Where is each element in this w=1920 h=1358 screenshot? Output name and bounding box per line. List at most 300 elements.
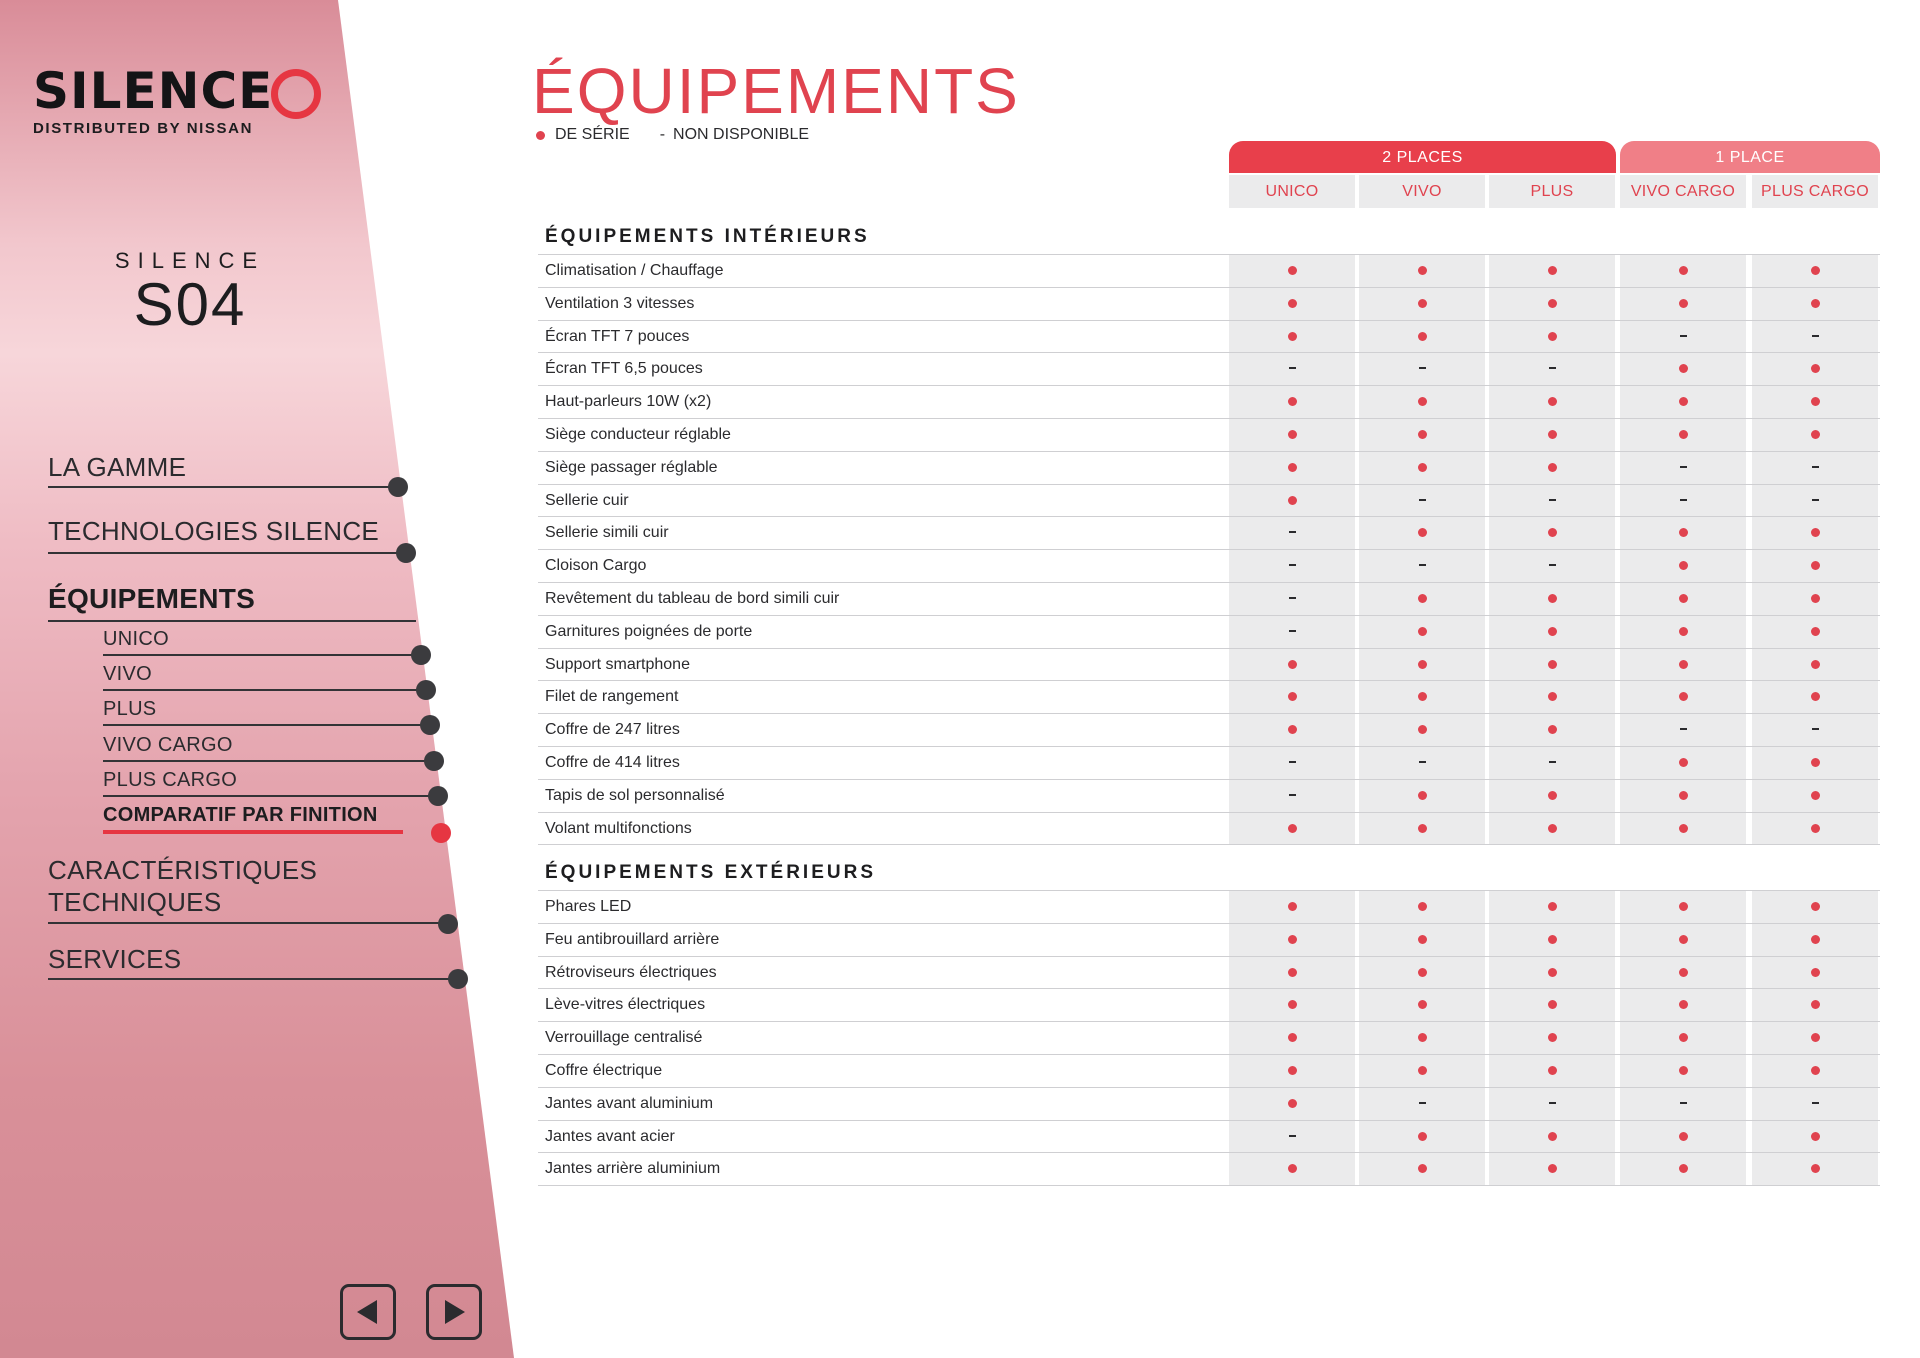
table-cell	[1620, 287, 1746, 319]
row-label: Jantes avant aluminium	[545, 1094, 714, 1112]
standard-dot-icon	[1811, 430, 1820, 439]
table-cell	[1359, 746, 1485, 778]
table-cell	[1489, 287, 1615, 319]
standard-dot-icon	[1679, 1164, 1688, 1173]
table-cell	[1620, 418, 1746, 450]
table-cell	[1752, 890, 1878, 922]
standard-dot-icon	[1418, 660, 1427, 669]
model-brand: SILENCE	[114, 248, 266, 273]
table-cell	[1229, 451, 1355, 483]
table-cell	[1752, 451, 1878, 483]
table-cell	[1489, 320, 1615, 352]
standard-dot-icon	[1288, 902, 1297, 911]
standard-dot-icon	[1288, 430, 1297, 439]
standard-dot-icon	[1679, 935, 1688, 944]
row-label: Cloison Cargo	[545, 557, 647, 575]
standard-dot-icon	[1288, 463, 1297, 472]
unavailable-dash-icon	[1419, 564, 1426, 566]
legend-standard	[536, 126, 630, 144]
row-label: Climatisation / Chauffage	[545, 262, 724, 279]
table-cell	[1229, 988, 1355, 1020]
standard-dot-icon	[1679, 397, 1688, 406]
unavailable-dash-icon	[1289, 564, 1296, 566]
standard-dot-icon	[1288, 1000, 1297, 1009]
table-cell	[1229, 923, 1355, 955]
table-cell	[1489, 516, 1615, 548]
standard-dot-icon	[1548, 397, 1557, 406]
table-cell	[1229, 385, 1355, 417]
table-cell	[1620, 254, 1746, 286]
standard-dot-icon	[1548, 627, 1557, 636]
table-cell	[1620, 680, 1746, 712]
model-badge	[100, 248, 280, 336]
table-cell	[1620, 1054, 1746, 1086]
table-cell	[1489, 549, 1615, 581]
table-cell	[1229, 1054, 1355, 1086]
row-label: Sellerie cuir	[545, 491, 629, 509]
standard-dot-icon	[1811, 266, 1820, 275]
unavailable-dash-icon	[1289, 794, 1296, 796]
table-cell	[1489, 582, 1615, 614]
table-cell	[1620, 779, 1746, 811]
nav-underline	[103, 760, 433, 762]
standard-dot-icon	[1679, 692, 1688, 701]
table-cell	[1229, 812, 1355, 844]
legend-unavailable	[660, 126, 809, 144]
standard-dot-icon	[1811, 758, 1820, 767]
table-cell	[1489, 988, 1615, 1020]
standard-dot-icon	[1288, 692, 1297, 701]
table-cell	[1489, 1021, 1615, 1053]
row-label: Volant multifonctions	[545, 819, 692, 837]
standard-dot-icon	[1418, 725, 1427, 734]
row-label: Verrouillage centralisé	[545, 1029, 703, 1047]
standard-dot-icon	[1811, 1000, 1820, 1009]
nav-item-caracteristiques[interactable]	[48, 854, 388, 918]
standard-dot-icon	[1288, 968, 1297, 977]
nav-dot-icon	[388, 477, 408, 497]
row-label: Revêtement du tableau de bord simili cuir	[545, 590, 840, 607]
table-cell	[1752, 923, 1878, 955]
table-cell	[1489, 352, 1615, 384]
table-cell	[1620, 615, 1746, 647]
table-cell	[1620, 988, 1746, 1020]
table-cell	[1489, 923, 1615, 955]
next-page-button[interactable]	[426, 1284, 482, 1340]
standard-dot-icon	[1418, 1066, 1427, 1075]
unavailable-dash-icon	[1289, 630, 1296, 632]
table-cell	[1620, 1087, 1746, 1119]
table-cell	[1620, 1021, 1746, 1053]
table-cell	[1489, 779, 1615, 811]
standard-dot-icon	[1288, 1033, 1297, 1042]
nav-dot-icon	[438, 914, 458, 934]
nav-dot-icon	[428, 786, 448, 806]
section-title: ÉQUIPEMENTS EXTÉRIEURS	[545, 862, 876, 883]
standard-dot-icon	[1679, 824, 1688, 833]
table-cell	[1359, 956, 1485, 988]
standard-dot-icon	[1548, 1000, 1557, 1009]
table-cell	[1620, 484, 1746, 516]
nav-dot-icon	[396, 543, 416, 563]
standard-dot-icon	[1418, 935, 1427, 944]
standard-dot-icon	[1811, 935, 1820, 944]
standard-dot-icon	[1418, 332, 1427, 341]
table-cell	[1359, 451, 1485, 483]
legend-standard-label: DE SÉRIE	[555, 126, 630, 143]
table-cell	[1229, 890, 1355, 922]
table-cell	[1620, 713, 1746, 745]
standard-dot-icon	[1679, 1132, 1688, 1141]
page-title: ÉQUIPEMENTS	[532, 55, 1020, 127]
standard-dot-icon	[1679, 1000, 1688, 1009]
row-label: Phares LED	[545, 898, 632, 915]
standard-dot-icon	[1548, 660, 1557, 669]
standard-dot-icon	[1548, 791, 1557, 800]
table-cell	[1359, 1120, 1485, 1152]
table-cell	[1620, 1120, 1746, 1152]
row-label: Ventilation 3 vitesses	[545, 294, 695, 312]
standard-dot-icon	[1679, 299, 1688, 308]
row-label: Filet de rangement	[545, 688, 679, 706]
nav-item-label: LA GAMME	[48, 452, 187, 482]
standard-dot-icon	[1679, 791, 1688, 800]
nav-dot-icon	[448, 969, 468, 989]
standard-dot-icon	[1679, 758, 1688, 767]
table-cell	[1752, 549, 1878, 581]
nav-sub-label: UNICO	[103, 628, 169, 650]
row-label: Siège conducteur réglable	[545, 426, 731, 443]
standard-dot-icon	[1418, 902, 1427, 911]
standard-dot-icon	[1418, 824, 1427, 833]
table-cell	[1229, 582, 1355, 614]
row-label: Jantes arrière aluminium	[545, 1160, 721, 1178]
group-header-2-places: 2 PLACES	[1229, 141, 1616, 173]
unavailable-dash-icon	[1419, 367, 1426, 369]
table-cell	[1489, 680, 1615, 712]
row-label: Garnitures poignées de porte	[545, 622, 753, 640]
table-cell	[1359, 352, 1485, 384]
nav-underline	[48, 486, 396, 488]
row-label: Support smartphone	[545, 655, 690, 673]
table-cell	[1359, 615, 1485, 647]
table-cell	[1489, 713, 1615, 745]
unavailable-dash-icon	[1549, 564, 1556, 566]
table-cell	[1229, 418, 1355, 450]
nav-item-label: SERVICES	[48, 944, 182, 974]
unavailable-dash-icon	[1289, 367, 1296, 369]
table-cell	[1489, 890, 1615, 922]
standard-dot-icon	[1418, 627, 1427, 636]
column-header-vivo-cargo: VIVO CARGO	[1620, 175, 1746, 208]
standard-dot-icon	[1288, 1066, 1297, 1075]
nav-dot-icon	[420, 715, 440, 735]
standard-dot-icon	[1811, 824, 1820, 833]
standard-dot-icon	[1418, 528, 1427, 537]
standard-dot-icon	[1548, 266, 1557, 275]
table-cell	[1229, 287, 1355, 319]
standard-dot-icon	[1288, 824, 1297, 833]
table-cell	[1229, 254, 1355, 286]
standard-dot-icon	[1679, 1066, 1688, 1075]
unavailable-dash-icon	[1289, 761, 1296, 763]
unavailable-dash-icon	[1289, 597, 1296, 599]
nav-sub-label: PLUS CARGO	[103, 769, 238, 791]
table-cell	[1752, 1152, 1878, 1184]
standard-dot-icon	[1548, 332, 1557, 341]
standard-dot-icon	[1811, 299, 1820, 308]
standard-dot-icon	[1548, 725, 1557, 734]
nav-sub-label: COMPARATIF PAR FINITION	[103, 804, 378, 826]
table-cell	[1752, 648, 1878, 680]
standard-dot-icon	[1811, 1066, 1820, 1075]
section-title: ÉQUIPEMENTS INTÉRIEURS	[545, 226, 870, 247]
standard-dot-icon	[1811, 528, 1820, 537]
table-cell	[1489, 1120, 1615, 1152]
unavailable-dash-icon	[1680, 335, 1687, 337]
table-cell	[1752, 254, 1878, 286]
nav-underline	[103, 795, 437, 797]
row-label: Siège passager réglable	[545, 458, 718, 476]
table-cell	[1752, 615, 1878, 647]
standard-dot-icon	[1418, 594, 1427, 603]
standard-dot-icon	[1288, 1099, 1297, 1108]
table-cell	[1620, 1152, 1746, 1184]
table-cell	[1752, 484, 1878, 516]
standard-dot-icon	[1548, 299, 1557, 308]
legend	[536, 126, 839, 144]
table-cell	[1229, 484, 1355, 516]
table-cell	[1359, 1021, 1485, 1053]
table-cell	[1752, 713, 1878, 745]
table-cell	[1620, 385, 1746, 417]
standard-dot-icon	[1811, 902, 1820, 911]
table-cell	[1752, 385, 1878, 417]
nav-item-technologies[interactable]	[48, 516, 379, 546]
table-cell	[1229, 352, 1355, 384]
standard-dot-icon	[1679, 561, 1688, 570]
nav-sub-vivo[interactable]	[103, 662, 152, 686]
standard-dot-icon	[1811, 1164, 1820, 1173]
table-cell	[1620, 549, 1746, 581]
table-cell	[1359, 1087, 1485, 1119]
table-cell	[1620, 320, 1746, 352]
table-cell	[1359, 418, 1485, 450]
table-cell	[1620, 923, 1746, 955]
unavailable-dash-icon	[1549, 499, 1556, 501]
unavailable-dash-icon	[1812, 499, 1819, 501]
standard-dot-icon	[1288, 660, 1297, 669]
nav-sub-vivo-cargo[interactable]	[103, 733, 233, 757]
table-cell	[1359, 713, 1485, 745]
standard-dot-icon	[1811, 1132, 1820, 1141]
table-cell	[1620, 648, 1746, 680]
nav-dot-active-icon	[431, 823, 451, 843]
table-cell	[1489, 1152, 1615, 1184]
table-cell	[1229, 549, 1355, 581]
standard-dot-icon	[1288, 266, 1297, 275]
table-cell	[1229, 516, 1355, 548]
table-cell	[1752, 320, 1878, 352]
table-cell	[1489, 812, 1615, 844]
table-cell	[1489, 418, 1615, 450]
nav-sub-label: PLUS	[103, 698, 157, 720]
nav-underline	[103, 689, 425, 691]
table-cell	[1752, 1054, 1878, 1086]
table-cell	[1620, 352, 1746, 384]
standard-dot-icon	[1679, 902, 1688, 911]
table-cell	[1359, 988, 1485, 1020]
standard-dot-icon	[1811, 364, 1820, 373]
table-cell	[1620, 812, 1746, 844]
unavailable-dash-icon	[1812, 466, 1819, 468]
group-header-1-place: 1 PLACE	[1620, 141, 1880, 173]
dash-icon: -	[659, 126, 666, 143]
nav-sub-plus-cargo[interactable]	[103, 768, 237, 792]
standard-dot-icon	[1288, 725, 1297, 734]
table-cell	[1359, 484, 1485, 516]
standard-dot-icon	[1548, 430, 1557, 439]
unavailable-dash-icon	[1419, 761, 1426, 763]
table-cell	[1489, 956, 1615, 988]
standard-dot-icon	[1548, 1164, 1557, 1173]
table-cell	[1359, 582, 1485, 614]
table-cell	[1620, 890, 1746, 922]
logo-ring-icon	[271, 69, 321, 119]
row-label: Tapis de sol personnalisé	[545, 786, 725, 804]
nav-item-services[interactable]	[48, 944, 181, 974]
table-cell	[1752, 352, 1878, 384]
standard-dot-icon	[1418, 692, 1427, 701]
table-cell	[1359, 680, 1485, 712]
table-cell	[1359, 812, 1485, 844]
table-cell	[1229, 1120, 1355, 1152]
row-label: Sellerie simili cuir	[545, 524, 669, 542]
standard-dot-icon	[1811, 1033, 1820, 1042]
column-header-vivo: VIVO	[1359, 175, 1485, 208]
nav-item-equipements[interactable]	[48, 584, 255, 614]
row-label: Lève-vitres électriques	[545, 996, 706, 1014]
nav-sub-label: VIVO CARGO	[103, 734, 233, 756]
table-cell	[1752, 680, 1878, 712]
standard-dot-icon	[1288, 496, 1297, 505]
standard-dot-icon	[1288, 1164, 1297, 1173]
table-cell	[1229, 713, 1355, 745]
table-cell	[1359, 648, 1485, 680]
standard-dot-icon	[1679, 364, 1688, 373]
column-header-unico: UNICO	[1229, 175, 1355, 208]
table-cell	[1359, 779, 1485, 811]
unavailable-dash-icon	[1680, 466, 1687, 468]
table-cell	[1359, 1152, 1485, 1184]
standard-dot-icon	[1679, 430, 1688, 439]
standard-dot-icon	[1811, 692, 1820, 701]
nav-sub-plus[interactable]	[103, 697, 156, 721]
table-cell	[1359, 1054, 1485, 1086]
standard-dot-icon	[1548, 968, 1557, 977]
row-label: Rétroviseurs électriques	[545, 963, 717, 981]
table-cell	[1620, 516, 1746, 548]
table-cell	[1489, 385, 1615, 417]
previous-page-button[interactable]	[340, 1284, 396, 1340]
legend-unavailable-label: NON DISPONIBLE	[673, 126, 810, 143]
nav-sub-unico[interactable]	[103, 627, 169, 651]
table-cell	[1359, 287, 1485, 319]
unavailable-dash-icon	[1812, 335, 1819, 337]
table-cell	[1752, 582, 1878, 614]
logo-subtitle: DISTRIBUTED BY NISSAN	[33, 120, 254, 137]
table-cell	[1229, 680, 1355, 712]
triangle-left-icon	[353, 1297, 383, 1327]
nav-dot-icon	[411, 645, 431, 665]
standard-dot-icon	[1288, 397, 1297, 406]
standard-dot-icon	[1418, 299, 1427, 308]
standard-dot-icon	[1418, 1164, 1427, 1173]
row-divider	[538, 844, 1880, 845]
table-cell	[1620, 956, 1746, 988]
table-cell	[1752, 287, 1878, 319]
nav-dot-icon	[424, 751, 444, 771]
table-cell	[1752, 516, 1878, 548]
unavailable-dash-icon	[1680, 499, 1687, 501]
standard-dot-icon	[1418, 430, 1427, 439]
table-cell	[1752, 779, 1878, 811]
nav-item-label: ÉQUIPEMENTS	[48, 583, 256, 614]
table-cell	[1752, 812, 1878, 844]
unavailable-dash-icon	[1680, 1102, 1687, 1104]
standard-dot-icon	[1418, 463, 1427, 472]
nav-item-label: TECHNOLOGIES SILENCE	[48, 516, 380, 546]
table-cell	[1359, 890, 1485, 922]
row-label: Feu antibrouillard arrière	[545, 930, 720, 948]
table-cell	[1489, 451, 1615, 483]
sidebar-background	[0, 0, 520, 1358]
nav-underline	[48, 922, 444, 924]
standard-dot-icon	[1811, 594, 1820, 603]
unavailable-dash-icon	[1680, 728, 1687, 730]
standard-dot-icon	[1679, 528, 1688, 537]
silence-logo	[33, 62, 333, 142]
table-cell	[1489, 1087, 1615, 1119]
nav-item-la-gamme[interactable]	[48, 452, 186, 482]
nav-sub-comparatif[interactable]	[103, 803, 378, 827]
standard-dot-icon	[1811, 397, 1820, 406]
standard-dot-icon	[1548, 935, 1557, 944]
row-divider	[538, 1185, 1880, 1186]
standard-dot-icon	[1418, 1033, 1427, 1042]
nav-underline	[48, 552, 404, 554]
row-label: Haut-parleurs 10W (x2)	[545, 393, 712, 411]
standard-dot-icon	[1548, 1033, 1557, 1042]
table-cell	[1752, 746, 1878, 778]
standard-dot-icon	[1811, 660, 1820, 669]
table-cell	[1359, 923, 1485, 955]
standard-dot-icon	[1418, 397, 1427, 406]
triangle-right-icon	[439, 1297, 469, 1327]
table-cell	[1359, 320, 1485, 352]
table-cell	[1489, 254, 1615, 286]
table-cell	[1752, 956, 1878, 988]
table-cell	[1489, 484, 1615, 516]
standard-dot-icon	[1548, 902, 1557, 911]
unavailable-dash-icon	[1419, 1102, 1426, 1104]
nav-underline	[103, 724, 429, 726]
standard-dot-icon	[1679, 266, 1688, 275]
standard-dot-icon	[1418, 791, 1427, 800]
table-cell	[1620, 746, 1746, 778]
standard-dot-icon	[1679, 594, 1688, 603]
nav-underline-active	[103, 830, 403, 834]
